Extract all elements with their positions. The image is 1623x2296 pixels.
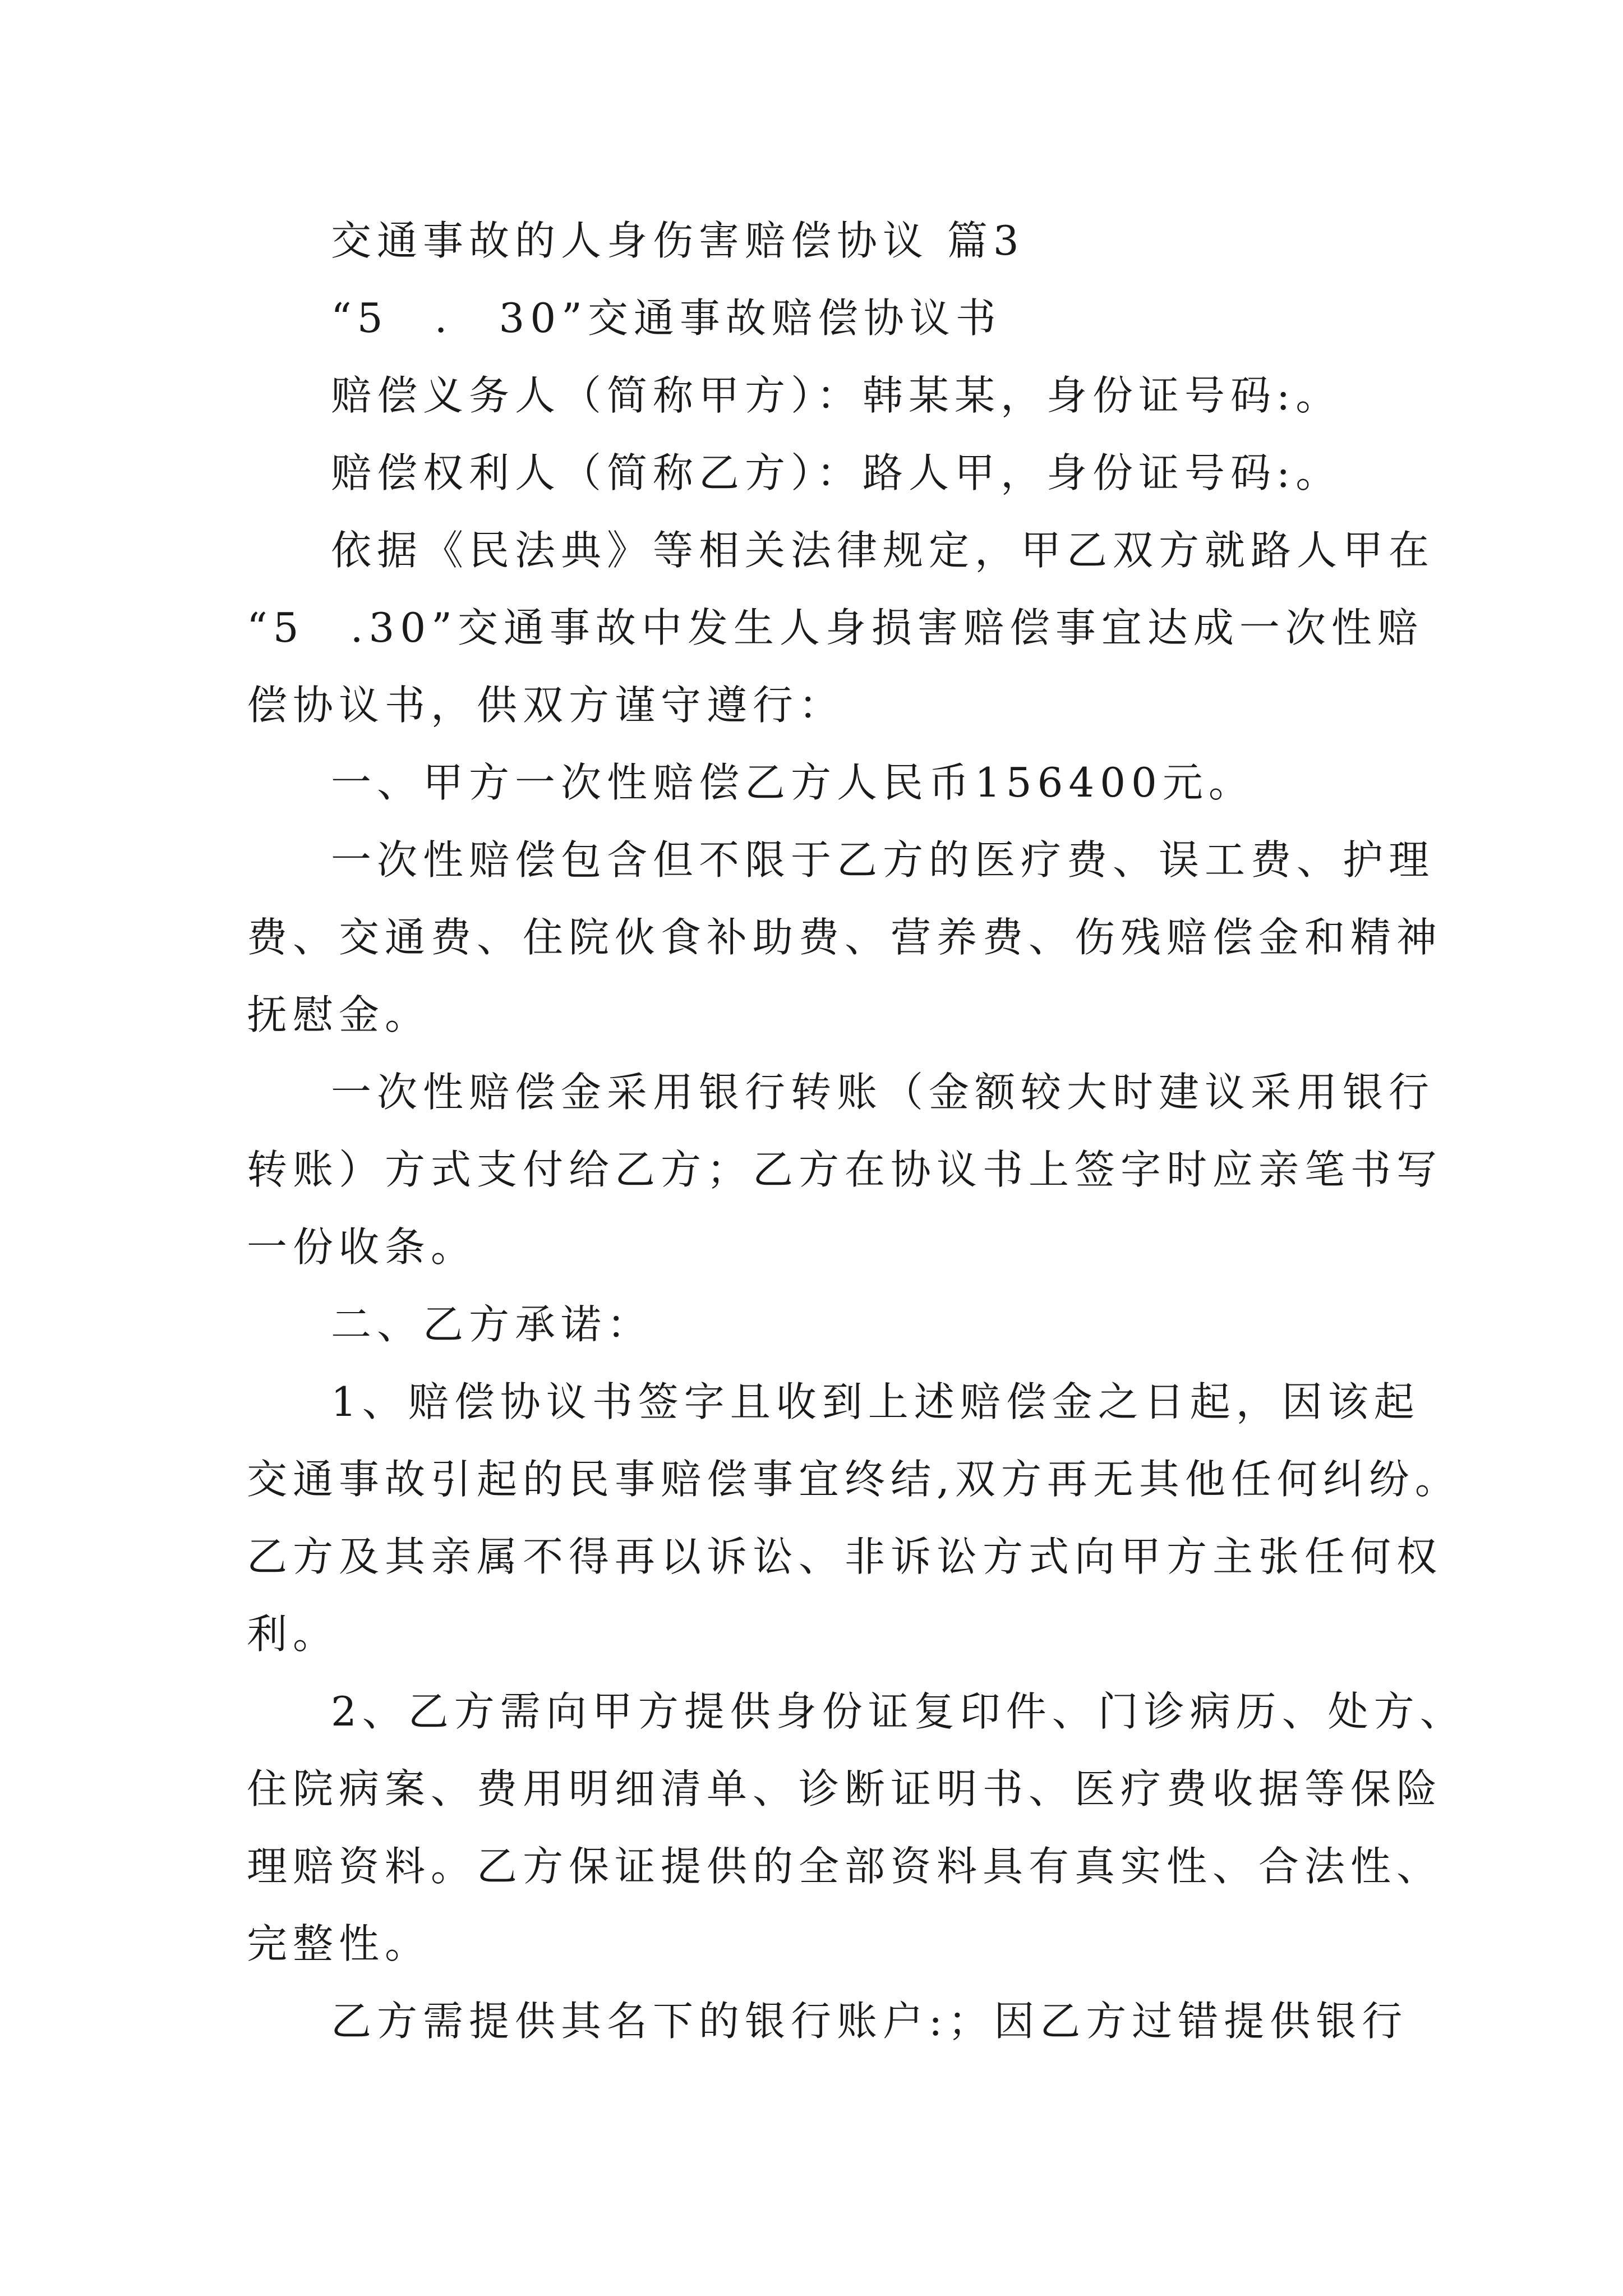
- paragraph-line: 偿协议书，供双方谨守遵行：: [247, 682, 845, 729]
- paragraph-line: 一次性赔偿金采用银行转账（金额较大时建议采用银行: [331, 1069, 1435, 1116]
- clause-heading: 二、乙方承诺：: [331, 1301, 653, 1348]
- party-b-line: 赔偿权利人（简称乙方）：路人甲，身份证号码:。: [331, 449, 1342, 496]
- paragraph-line: 完整性。: [247, 1920, 431, 1967]
- paragraph-line: 转账）方式支付给乙方；乙方在协议书上签字时应亲笔书写: [247, 1146, 1443, 1193]
- paragraph-line: 依据《民法典》等相关法律规定，甲乙双方就路人甲在: [331, 527, 1435, 574]
- paragraph-line: 乙方及其亲属不得再以诉讼、非诉讼方式向甲方主张任何权: [247, 1533, 1443, 1580]
- paragraph-line: 1、赔偿协议书签字且收到上述赔偿金之日起，因该起: [331, 1378, 1420, 1425]
- paragraph-line: 费、交通费、住院伙食补助费、营养费、伤残赔偿金和精神: [247, 914, 1443, 961]
- paragraph-line: 一次性赔偿包含但不限于乙方的医疗费、误工费、护理: [331, 836, 1435, 884]
- paragraph-line: “5 .30”交通事故中发生人身损害赔偿事宜达成一次性赔: [247, 604, 1423, 651]
- paragraph-line: 抚慰金。: [247, 991, 431, 1038]
- party-a-line: 赔偿义务人（简称甲方）：韩某某，身份证号码:。: [331, 372, 1342, 419]
- section-title: 交通事故的人身伤害赔偿协议 篇3: [331, 217, 1025, 264]
- document-body: [247, 202, 1466, 2060]
- paragraph-line: 乙方需提供其名下的银行账户:；因乙方过错提供银行: [331, 1998, 1408, 2045]
- paragraph-line: 住院病案、费用明细清单、诊断证明书、医疗费收据等保险: [247, 1765, 1443, 1812]
- paragraph-line: 交通事故引起的民事赔偿事宜终结,双方再无其他任何纠纷。: [247, 1456, 1461, 1503]
- agreement-title: “5 . 30”交通事故赔偿协议书: [331, 295, 1002, 342]
- paragraph-line: 理赔资料。乙方保证提供的全部资料具有真实性、合法性、: [247, 1843, 1443, 1890]
- paragraph-line: 2、乙方需向甲方提供身份证复印件、门诊病历、处方、: [331, 1688, 1466, 1735]
- clause-heading: 一、甲方一次性赔偿乙方人民币156400元。: [331, 759, 1255, 806]
- paragraph-line: 利。: [247, 1611, 339, 1658]
- paragraph-line: 一份收条。: [247, 1223, 477, 1271]
